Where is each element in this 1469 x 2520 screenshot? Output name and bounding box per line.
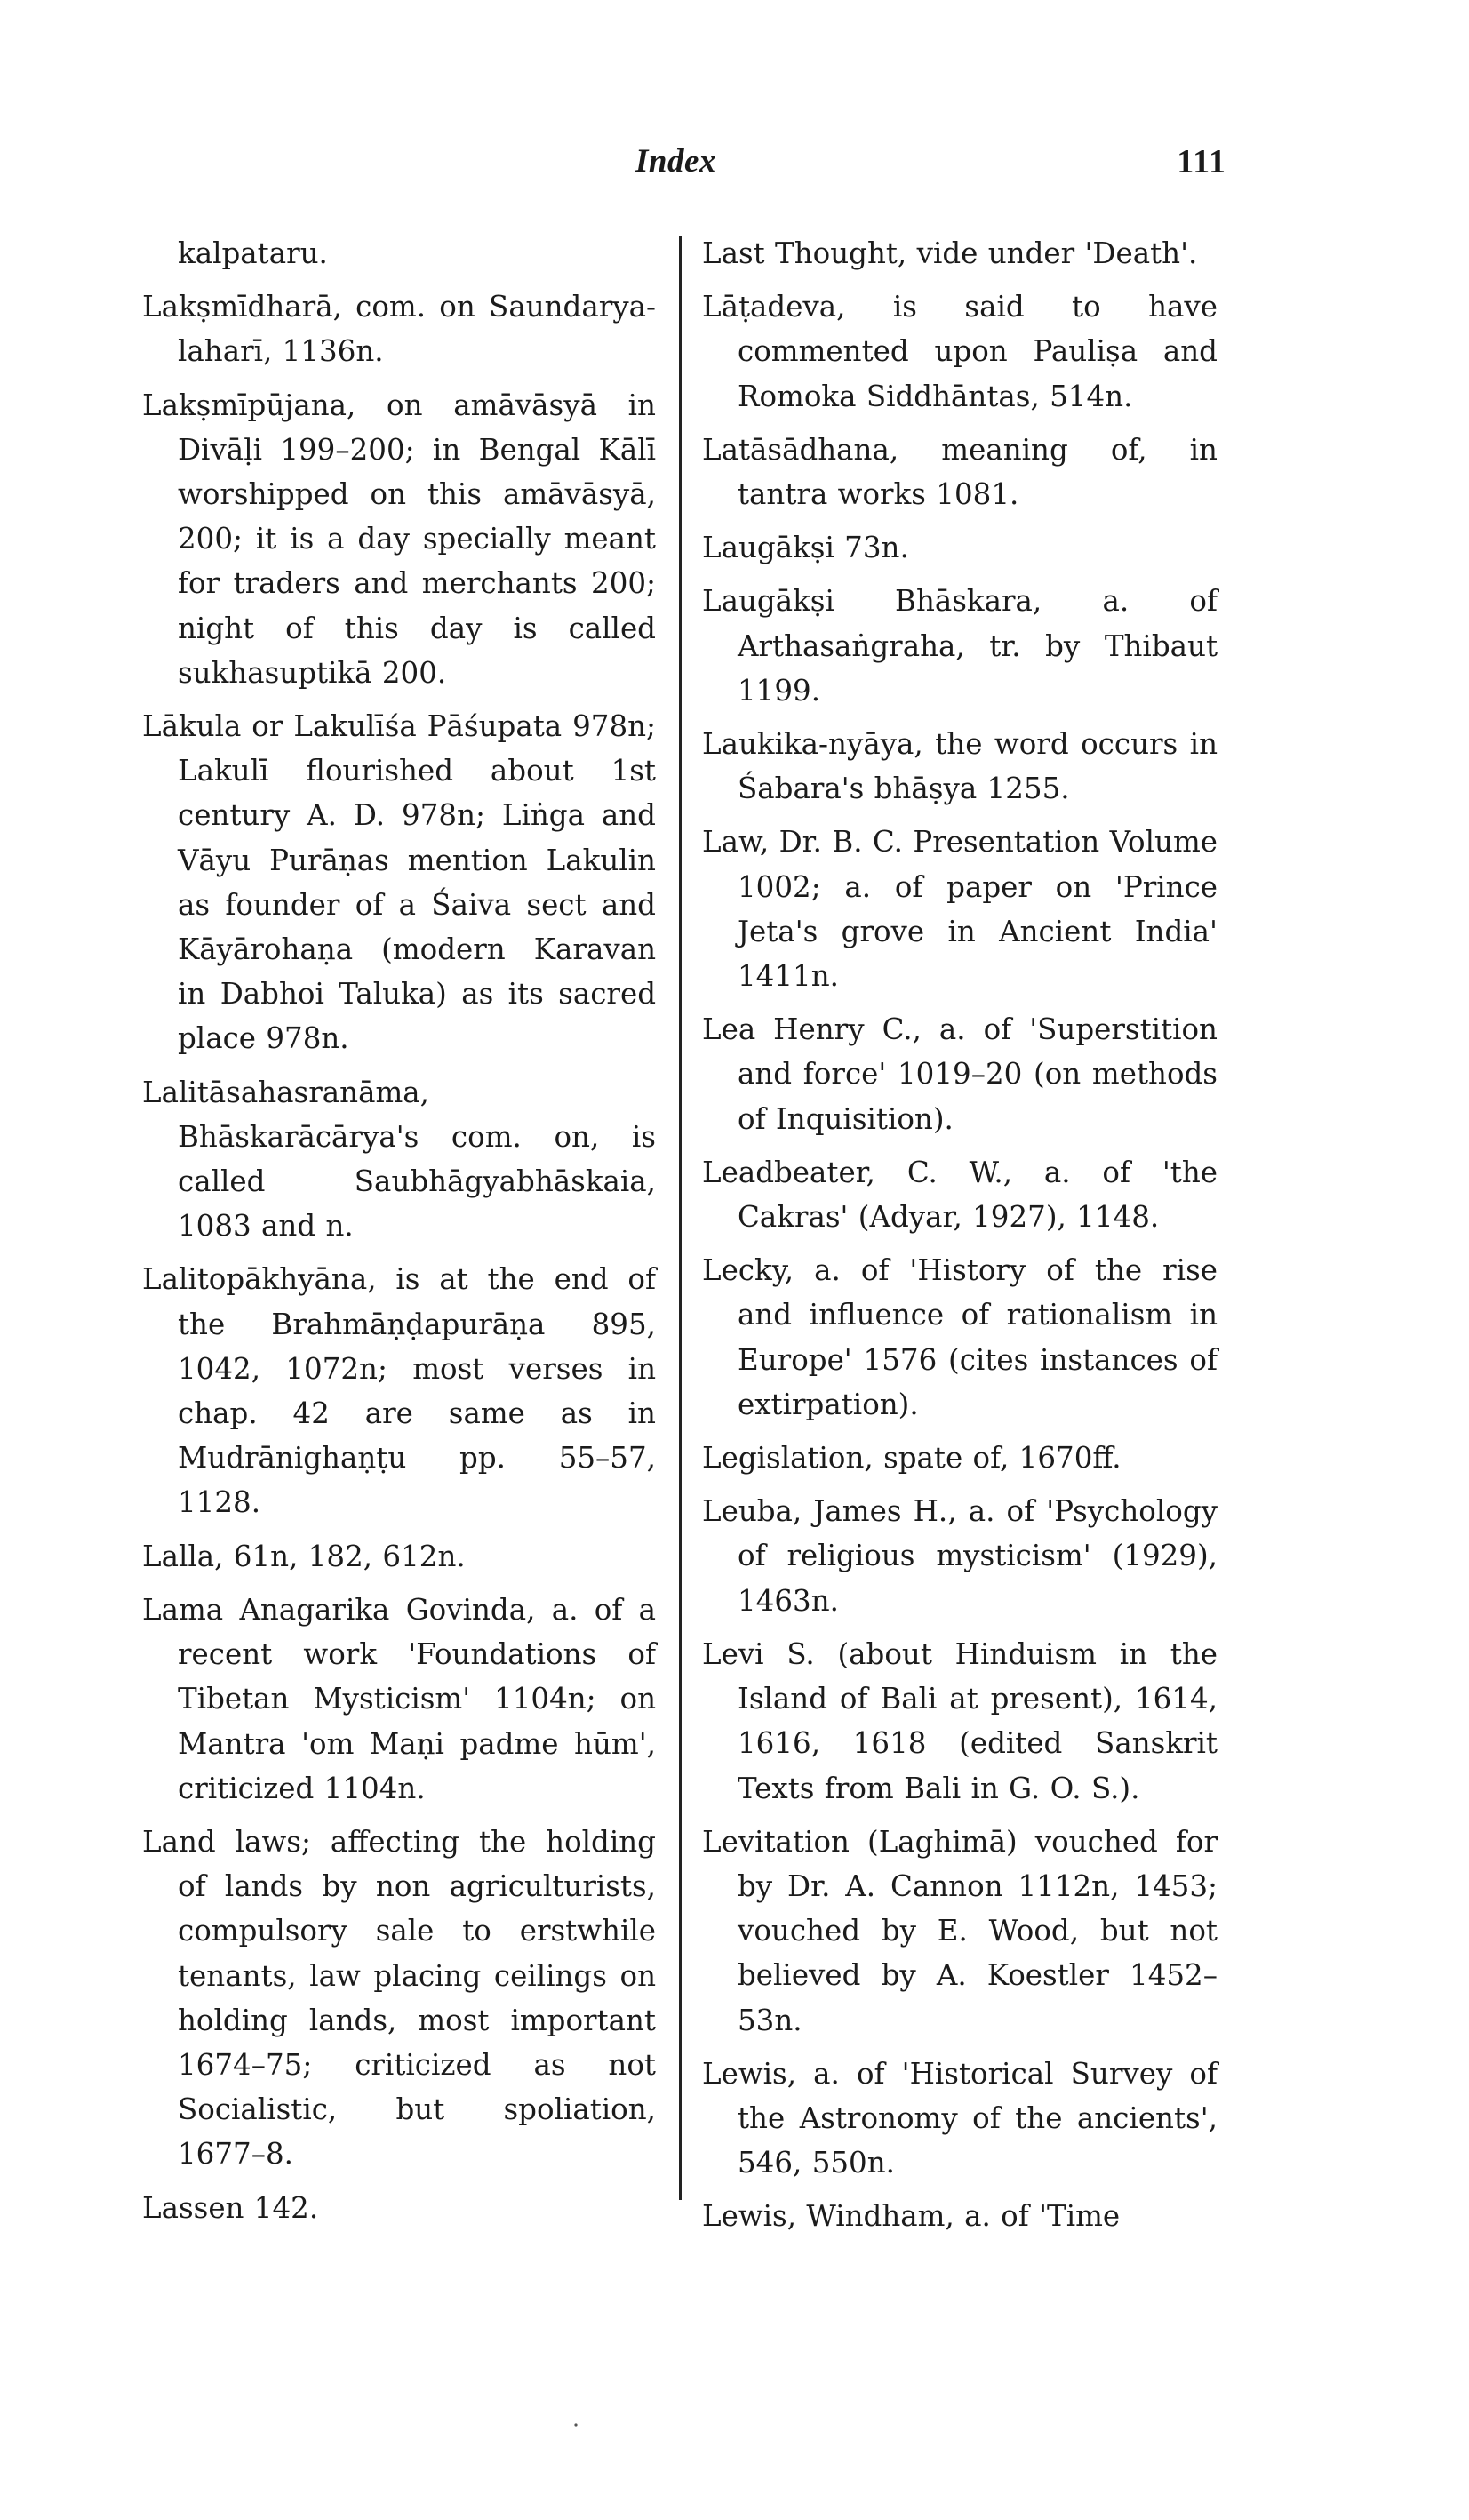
running-head [142,142,1226,196]
index-entry: Law, Dr. B. C. Presentation Volume 1002; a. of paper on 'Prince Jeta's grove in Ancient India' 1411n. [702,825,1218,994]
column-divider [679,236,682,2200]
index-entry: Lāṭadeva, is said to have commented upon Pauliṣa and Romoka Siddhāntas, 514n. [702,290,1218,413]
index-entry: Land laws; affecting the holding of lands by non agriculturists, compulsory sale to erstwhile tenants, law placing ceilings on holding lands, most important 1674–75; criticized as not Socialistic, but spoliation, 1677–8. [142,1824,656,2172]
index-entry: Leuba, James H., a. of 'Psychology of religious mysticism' (1929), 1463n. [702,1494,1218,1618]
index-entry: Legislation, spate of, 1670ff. [702,1441,1122,1476]
index-entry: Lea Henry C., a. of 'Superstition and force' 1019–20 (on methods of Inquisition). [702,1012,1218,1136]
index-entry: Lalla, 61n, 182, 612n. [142,1539,466,1573]
index-entry: Lama Anagarika Govinda, a. of a recent work 'Foundations of Tibetan Mysticism' 1104n; on Mantra 'om Maṇi padme hūm', criticized 1104n. [142,1592,656,1805]
index-entry: Lassen 142. [142,2190,319,2225]
index-entry: Lewis, a. of 'Historical Survey of the Astronomy of the ancients', 546, 550n. [702,2056,1218,2180]
print-speck [573,2422,579,2428]
index-entry: Latāsādhana, meaning of, in tantra works 1081. [702,432,1218,512]
index-entry: kalpataru. [178,236,328,270]
page-number: 111 [1177,143,1226,180]
index-entry: Levitation (Laghimā) vouched for by Dr. A. Cannon 1112n, 1453; vouched by E. Wood, but not believed by A. Koestler 1452–53n. [702,1824,1218,2037]
index-entry: Lakṣmīpūjana, on amāvāsyā in Divāḷi 199–200; in Bengal Kālī worshipped on this amāvāsyā, 200; it is a day specially meant for traders and merchants 200; night of this day is called sukhasuptikā 200. [142,388,656,690]
index-entry: Lakṣmīdharā, com. on Saundarya-laharī, 1136n. [142,290,656,369]
index-entry: Lalitāsahasranāma, Bhāskarācārya's com. on, is called Saubhāgyabhāskaia, 1083 and n. [142,1075,656,1244]
index-entry: Laukika-nyāya, the word occurs in Śabara's bhāṣya 1255. [702,727,1218,806]
index-entry: Lalitopākhyāna, is at the end of the Brahmāṇḍapurāṇa 895, 1042, 1072n; most verses in chap. 42 are same as in Mudrānighaṇṭu pp. 55–57, 1128. [142,1262,656,1520]
left-column [142,231,656,2239]
index-entry: Laugākṣi 73n. [702,531,909,565]
page-title: Index [635,143,716,180]
right-column [702,231,1218,2248]
index-entry: Lākula or Lakulīśa Pāśupata 978n; Lakulī flourished about 1st century A. D. 978n; Liṅga and Vāyu Purāṇas mention Lakulin as founder of a Śaiva sect and Kāyārohaṇa (modern Karavan in Dabhoi Taluka) as its sacred place 978n. [142,709,656,1056]
index-entry: Lecky, a. of 'History of the rise and influence of rationalism in Europe' 1576 (cites instances of extirpation). [702,1253,1218,1421]
index-entry: Leadbeater, C. W., a. of 'the Cakras' (Adyar, 1927), 1148. [702,1155,1218,1235]
index-entry: Levi S. (about Hinduism in the Island of Bali at present), 1614, 1616, 1618 (edited Sanskrit Texts from Bali in G. O. S.). [702,1636,1218,1805]
index-entry: Laugākṣi Bhāskara, a. of Arthasaṅgraha, tr. by Thibaut 1199. [702,584,1218,708]
index-entry: Last Thought, vide under 'Death'. [702,236,1198,270]
index-entry: Lewis, Windham, a. of 'Time [702,2199,1121,2234]
